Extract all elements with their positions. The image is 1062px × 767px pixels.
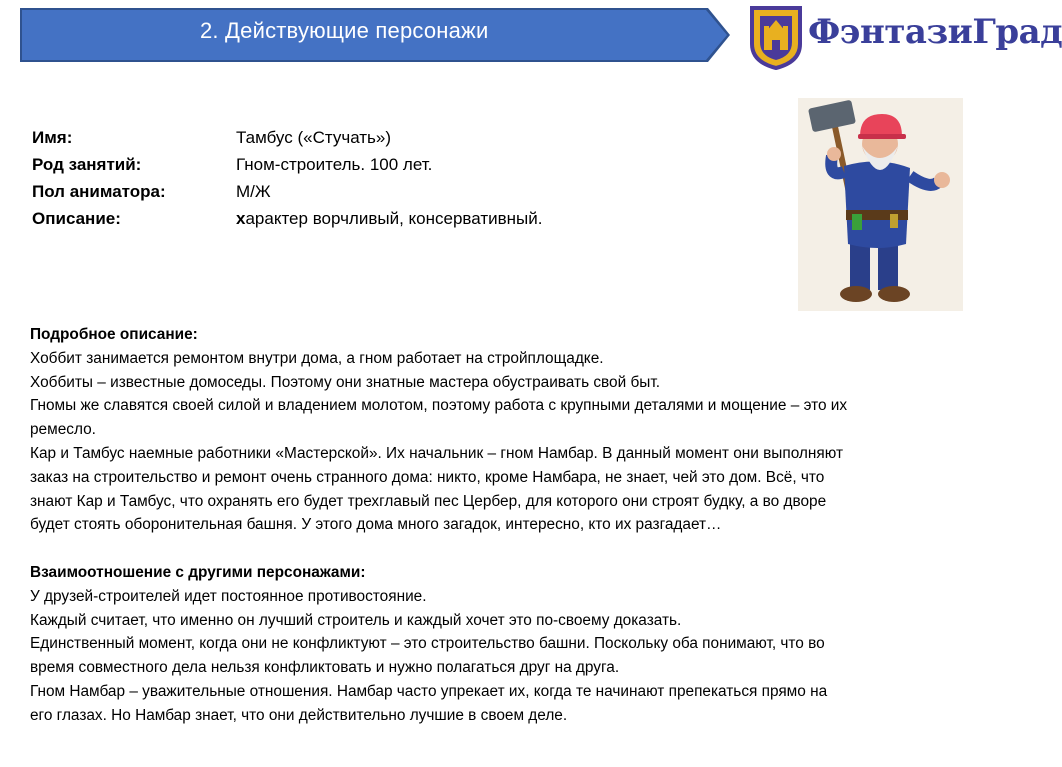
- gnome-builder-image: [798, 98, 963, 311]
- details-line: Гномы же славятся своей силой и владением молотом, поэтому работа с крупными деталями и мощение – это их: [30, 397, 848, 415]
- page-title: 2. Действующие персонажи: [200, 18, 489, 43]
- details-line: ремесло.: [30, 421, 96, 439]
- relations-heading: Взаимоотношение с другими персонажами:: [30, 563, 366, 581]
- value-name: Тамбус («Стучать»): [236, 128, 392, 147]
- details-line: заказ на строительство и ремонт очень странного дома: никто, кроме Намбара, не знает, чей это дом. Всё, что: [30, 468, 825, 486]
- details-line: Хоббиты – известные домоседы. Поэтому они знатные мастера обустраивать свой быт.: [30, 373, 660, 391]
- label-description: Описание:: [32, 209, 121, 228]
- label-name: Имя:: [32, 128, 73, 147]
- value-description-rest: арактер ворчливый, консервативный.: [245, 209, 543, 228]
- details-heading: Подробное описание:: [30, 326, 198, 343]
- details-line: Хоббит занимается ремонтом внутри дома, а гном работает на стройплощадке.: [30, 349, 604, 367]
- details-line: знают Кар и Тамбус, что охранять его будет трехглавый пес Цербер, для которого они строят будку, а во дворе: [30, 492, 827, 510]
- value-occupation: Гном-строитель. 100 лет.: [236, 155, 433, 174]
- relations-line: Каждый считает, что именно он лучший строитель и каждый хочет это по-своему доказать.: [30, 611, 682, 629]
- relations-line: У друзей-строителей идет постоянное противостояние.: [30, 587, 427, 605]
- value-description: [236, 209, 542, 229]
- label-occupation: Род занятий:: [32, 155, 142, 174]
- relations-line: Гном Намбар – уважительные отношения. Намбар часто упрекает их, когда те начинают препекаться прямо на: [30, 682, 828, 700]
- details-line: будет стоять оборонительная башня. У этого дома много загадок, интересно, кто их разгадает…: [30, 516, 722, 534]
- relations-line: Единственный момент, когда они не конфликтуют – это строительство башни. Поскольку оба понимают, что во: [30, 635, 825, 653]
- value-animator-gender: М/Ж: [236, 182, 271, 201]
- details-line: Кар и Тамбус наемные работники «Мастерской». Их начальник – гном Намбар. В данный момент они выполняют: [30, 444, 843, 462]
- value-description-first-letter: х: [236, 209, 246, 228]
- label-animator-gender: Пол аниматора:: [32, 182, 166, 201]
- paragraph-spacer: [30, 537, 1010, 561]
- relations-line: время совместного дела нельзя конфликтовать и нужно полагаться друг на друга.: [30, 659, 620, 677]
- body-text: [30, 323, 1010, 728]
- relations-line: его глазах. Но Намбар знает, что они действительно лучшие в своем деле.: [30, 706, 568, 724]
- logo-text: ФэнтазиГрад: [808, 12, 1062, 52]
